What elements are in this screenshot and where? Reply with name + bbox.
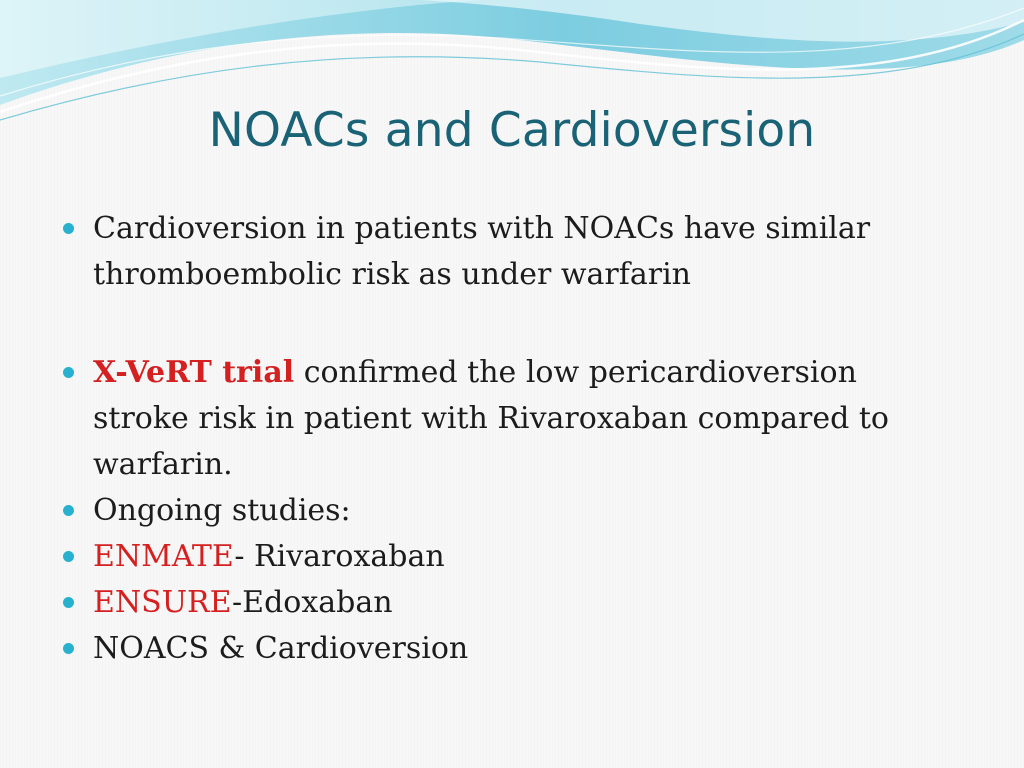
bullet-item <box>60 488 960 534</box>
bullet-text: -Edoxaban <box>232 585 393 620</box>
bullet-item <box>60 626 960 672</box>
bullet-list <box>60 206 960 672</box>
bullet-item <box>60 350 960 488</box>
slide-title: NOACs and Cardioversion <box>208 103 816 158</box>
bullet-dot-icon <box>63 597 74 608</box>
study-name-highlight: ENMATE <box>93 539 235 574</box>
bullet-dot-icon <box>63 505 74 516</box>
bullet-text: confirmed the low pericardioversion stroke risk in patient with Rivaroxaban compared to warfarin. <box>93 355 889 482</box>
bullet-item <box>60 580 960 626</box>
bullet-item <box>60 206 960 298</box>
bullet-dot-icon <box>63 643 74 654</box>
bullet-dot-icon <box>63 223 74 234</box>
bullet-text: Cardioversion in patients with NOACs have similar thromboembolic risk as under warfarin <box>93 211 871 292</box>
bullet-dot-icon <box>63 367 74 378</box>
study-name-highlight: ENSURE <box>93 585 233 620</box>
bullet-text: NOACS & Cardioversion <box>93 631 469 666</box>
bullet-item <box>60 534 960 580</box>
bullet-dot-icon <box>63 551 74 562</box>
bullet-text: Ongoing studies: <box>93 493 351 528</box>
bullet-text: - Rivaroxaban <box>234 539 445 574</box>
trial-name-highlight: X-VeRT trial <box>93 355 295 390</box>
